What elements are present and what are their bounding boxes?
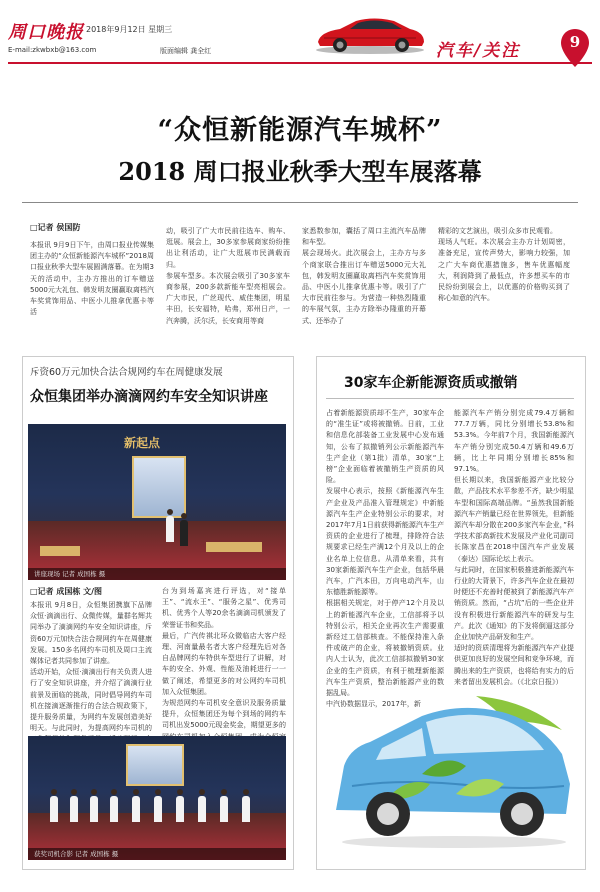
driver-figure — [198, 796, 206, 822]
feature-headline-line2: 2018 周口报业秋季大型车展落幕 — [118, 157, 482, 186]
driver-figure — [242, 796, 250, 822]
issue-date: 2018年9月12日 星期三 — [86, 25, 173, 34]
driver-figure — [70, 796, 78, 822]
newspaper-logo: 周口晚报 — [8, 22, 84, 43]
award-photo-caption: 获奖司机合影 记者 成国栋 摄 — [28, 848, 286, 860]
masthead — [8, 6, 592, 68]
photo-caption: 讲座现场 记者 成国栋 摄 — [28, 568, 286, 580]
section-title: 汽车/关注 — [436, 41, 521, 61]
feature-column-1: 本报讯 9月9日下午，由周口报业传媒集团主办的“众恒新能源汽车城杯”2018周口报业秋季大型车展圆满落幕。在为期3天的活动中，主办方推出的订车赠送5000元大礼包、韩发明友圈赢取离档汽车奖赏饰用品、中医小儿推拿优惠卡等活 — [30, 241, 154, 317]
left-story-title: 众恒集团举办滴滴网约车安全知识讲座 — [30, 389, 268, 405]
lecture-photo — [28, 424, 286, 580]
headline-rule — [22, 202, 578, 203]
projection-screen — [132, 456, 186, 518]
right-story-title: 30家车企新能源资质或撤销 — [344, 375, 518, 391]
award-photo — [28, 736, 286, 860]
driver-figure — [132, 796, 140, 822]
right-story-column-1: 占着新能源资质却不生产，30家车企的“准生证”或将被撤销。日前，工业和信息化部装备工业发展中心发布通知，公布了拟撤销列公示新能源汽车生产企业（第1批）清单，30家“上榜”企业面临着被撤销生产资质的风险。 发展中心表示，按照《新能源汽车生产企业及产品准入管理规定》中新能源汽车生产企业特别公示的要求，对2017年7月1日前获得新能源汽车生产资质的企业进行了梳理，排除符合法规要求已经生产满12个月及以上的企业名单上位信息。从清单来看，共有30家新能源汽车生产企业，包括华晨汽车，广汽本田，万向电动汽车，山东德胜新能源等。 根据相关规定，对于停产12个月及以上的新能源汽车企业，工信部将予以特别公示，相关企业再次生产需要重新经过工信部核查。不能保持准入条件或破产的企业，将被撤销资质。业内人士认为，此次工信部拟撤销30家企业的生产资质，有利于梳理新能源汽车生产资质，整治新能源产业的数据乱局。 中汽协数据显示，2017年，新 — [326, 409, 444, 709]
right-story-column-2: 能源汽车产销分别完成79.4万辆和77.7万辆，同比分别增长53.8%和53.3%。今年前7个月，我国新能源汽车产销分别完成50.4万辆和49.6万辆，比上年同期分别增长85%和97.1%。 但长期以来，我国新能源产业比较分散，产品技术水平参差不齐，缺少明星车型和国际高端品牌。“虽然我国新能源汽车产销量已经在世界领先，但新能源汽车却分散在200多家汽车企业，”科学技术部高新技术发展及产业化司副司长陈家昌在2018中国汽车产业发展（泰达）国际论坛上表示。 与此同时，在国家积极推进新能源汽车行业的大背景下，许多汽车企业在最初时便还不充善时便被到了新能源汽车产销资质。然而，“占坑”后的一些企业并没有积极进行新能源汽车的研发与生产。此次《通知》的下发将倒逼这部分企业加快产品研发和生产。 适时的资质清理将为新能源汽车产业提供更加良好的发展空间和竞争环境，而腾出来的生产资质，也将给有实力的后来者留出发展机会。（《北京日报》） — [454, 409, 574, 686]
left-story-column-2: 台为到场嘉宾进行评选，对“接单王”、“流水王”、“服务之星”、优秀司机、优秀个人等20余名滴滴司机颁发了荣誉证书和奖品。 最后，广汽传祺北环众微临店大客户经理、河南量最名者大客户经理先后对各自品牌网约车特供车型进行了讲解，对车的安全、外观、性能及油耗进行一一做了阐述，希望更多的对公网约车司机加入众恒集团。 为规范网约车司机安全意识及服务质量提升，众恒集团还为每个到场的网约车司机出发5000元现金奖金，期望更多的 — [162, 587, 286, 730]
electric-car-illustration — [326, 690, 578, 860]
driver-figure — [90, 796, 98, 822]
masthead-rule — [8, 62, 592, 64]
driver-figure — [110, 796, 118, 822]
speaker-figure — [166, 516, 174, 542]
feature-column-3: 家悉数参加，囊括了周口主流汽车品牌和车型。 展会现场火。此次展会上，主办方与多个商家联合推出订车赠送5000元大礼包，韩发明友圈赢取离档汽车奖赏饰用品、中医小儿推拿优惠卡等。吸引了广大市民前往参与。为营造一种热烈隆重的车展气氛，主办方除举办隆重的开幕式、还举办了 — [302, 227, 426, 325]
feature-column-2: 动，吸引了广大市民前往选车、购车、逛展。展会上，30多家参展商家纷纷推出让利活动，让广大逛展市民满载而归。 参展车型多。本次展会吸引了30多家车商参展，200多款新能车型亮相展会。广大市民，广丝现代、威佳集团，明星丰田，长安福特，哈弗，郑州日产，一汽奔腾，沃尔沃，长安商用等商 — [166, 227, 290, 325]
award-screen — [126, 744, 184, 786]
driver-figure — [176, 796, 184, 822]
driver-figure — [50, 796, 58, 822]
left-story-byline: □记者 成国栋 文/图 — [30, 587, 103, 596]
left-story-column-1: 本报讯 9月8日，众恒集团携旗下品牌众恒·滴滴出行、众微传媒，量群名辉共同举办了滴滴网约车安全知识讲座，斥资60万元加快合法合规网约车在周健康发展。150多名网约车司机及周口主流媒体记者共同参加了讲座。 活动开始，众恒·滴滴出行有关负责人进行了安全知识讲座，并介绍了滴滴行业前景及面临的挑战，同时倡导网约车司机在接滴逐渐推行的合法合规政策下，提升服务质量，为网约车发展创造美好明天。与此同时，为提高网约车司机的 — [30, 601, 152, 733]
driver-figure — [154, 796, 162, 822]
page-number: 9 — [569, 33, 581, 51]
right-title-rule — [326, 398, 574, 399]
page-editors: 版面编辑 龚全红 — [160, 47, 212, 55]
host-figure — [180, 520, 188, 546]
feature-column-4: 精彩的文艺演出，吸引众多市民观看。 现场人气旺。本次展会主办方计划周密，准备充足，宣传声势大，影响力较强，加之广大车商优惠措施多，售车优惠幅度大，利润降到了最低点，许多想买车的市民纷纷到展会上，以优惠的价格购买到了称心如意的汽车。 — [438, 227, 570, 303]
feature-headline-line1: “众恒新能源汽车城杯” — [157, 115, 443, 146]
gift-boxes — [206, 542, 262, 552]
feature-byline: □记者 侯国防 — [30, 223, 81, 232]
driver-figure — [220, 796, 228, 822]
gift-boxes-left — [40, 546, 80, 556]
red-sports-car-icon — [310, 12, 430, 56]
photo-banner-text: 新起点 — [124, 436, 161, 450]
left-story-kicker: 斥资60万元加快合法合规网约车在周健康发展 — [30, 367, 223, 378]
contact-email: E-mail:zkwbxb@163.com — [8, 46, 97, 54]
